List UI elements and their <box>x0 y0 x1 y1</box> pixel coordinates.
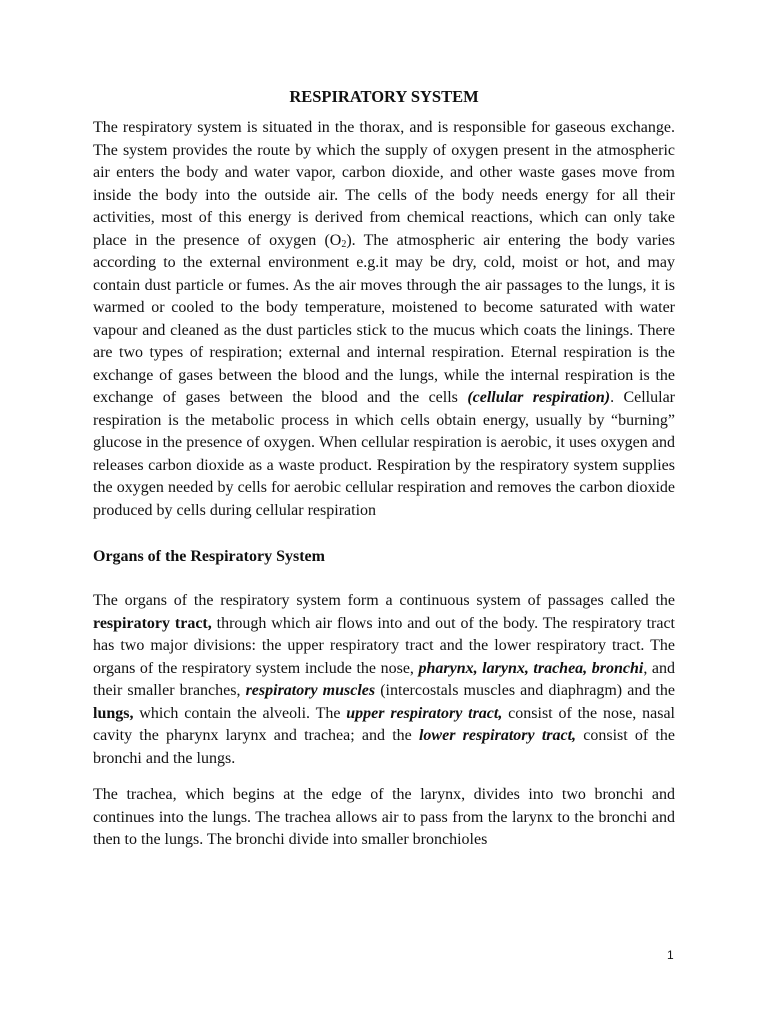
text-run: ). The atmospheric air entering the body varies according to the external environment e.g.it may be dry, cold, moist or hot, and may contain dust particle or fumes. As the air moves through the air passages to the lungs, it is warmed or cooled to the body temperature, moistened to become saturated with water vapour and cleaned as the dust particles stick to the mucus which coats the linings. There are two types of respiration; external and internal respiration. Eternal respiration is the exchange of gases between the blood and the lungs, while the internal respiration is the exchange of gases between the blood and the cells <box>93 231 676 406</box>
emphasis: lower respiratory tract, <box>418 727 577 744</box>
bold-term: respiratory tract, <box>93 614 212 632</box>
text-run: , and their smaller branches, <box>93 659 675 699</box>
emphasis: respiratory muscles <box>245 682 376 699</box>
section-heading: Organs of the Respiratory System <box>93 548 325 565</box>
page-title: RESPIRATORY SYSTEM <box>289 87 479 106</box>
text-run: The respiratory system is situated in the thorax, and is responsible for gaseous exchange. The system provides the route by which the supply of oxygen present in the atmospheric air enters the body and water vapor, carbon dioxide, and other waste gases move from inside the body into the outside air. The cells of the body needs energy for all their activities, most of this energy is derived from chemical reactions, which can only take place in the presence of oxygen (O <box>93 119 675 249</box>
text-run: through which air flows into and out of the body. The respiratory tract has two major divisions: the upper respiratory tract and the lower respiratory tract. The organs of the respiratory system include the nose, <box>93 614 676 677</box>
paragraph-trachea: The trachea, which begins at the edge of the larynx, divides into two bronchi and continues into the lungs. The trachea allows air to pass from the larynx to the bronchi and then to the lungs. The bronchi divide into smaller bronchioles <box>93 786 675 848</box>
text-run: which contain the alveoli. The <box>133 704 347 722</box>
subscript: 2 <box>341 238 347 250</box>
bold-term: lungs, <box>93 704 134 722</box>
page-number: 1 <box>667 948 674 962</box>
text-run: . Cellular respiration is the metabolic process in which cells obtain energy, usually by “burning” glucose in the presence of oxygen. When cellular respiration is aerobic, it uses oxygen and releases carbon dioxide as a waste product. Respiration by the respiratory system supplies the oxygen needed by cells for aerobic cellular respiration and removes the carbon dioxide produced by cells during cellular respiration <box>93 389 676 519</box>
emphasis: pharynx, larynx, trachea, bronchi <box>418 659 644 677</box>
text-run: The organs of the respiratory system form a continuous system of passages called the <box>93 592 675 609</box>
document-page <box>93 86 675 852</box>
text-run: consist of the bronchi and the lungs. <box>93 727 675 767</box>
emphasis: upper respiratory tract, <box>346 704 503 722</box>
emphasis: (cellular respiration) <box>467 389 611 406</box>
paragraph-intro <box>93 117 675 522</box>
paragraph-organs <box>93 590 675 770</box>
text-run: (intercostals muscles and diaphragm) and the <box>375 682 675 699</box>
text-run: consist of the nose, nasal cavity the pharynx larynx and trachea; and the <box>93 704 675 744</box>
